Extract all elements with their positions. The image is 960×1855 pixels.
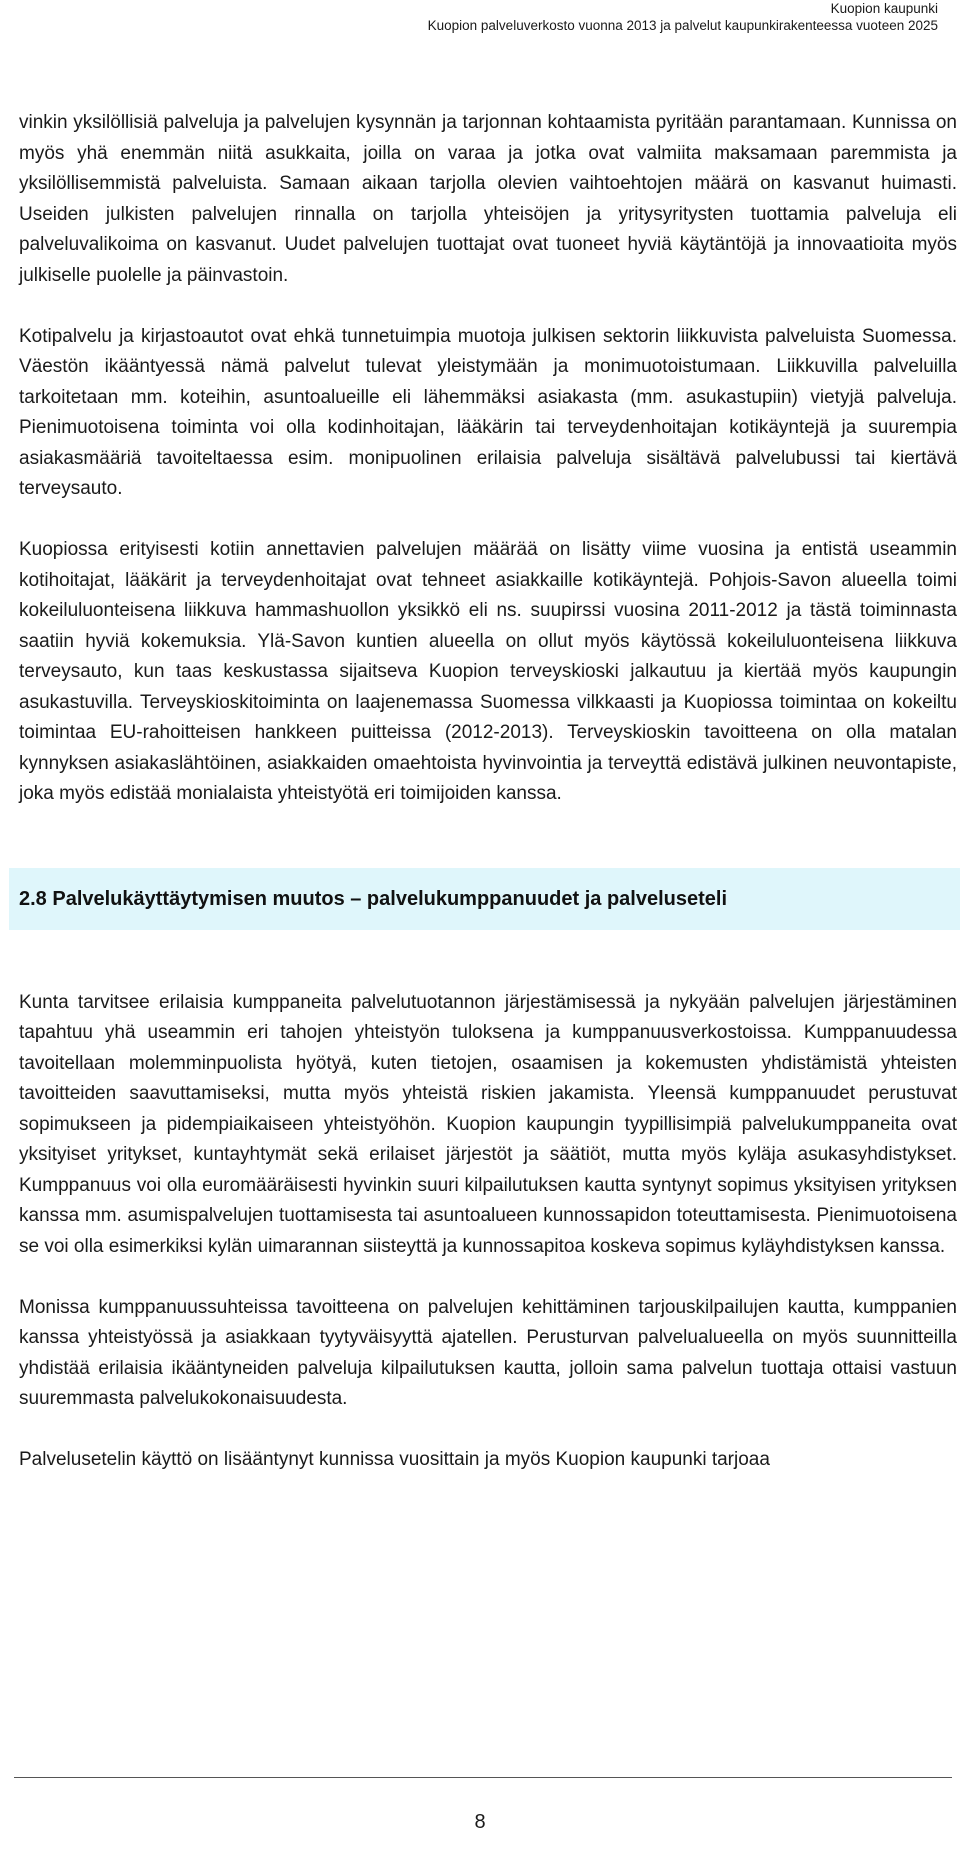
paragraph-3: Kuopiossa erityisesti kotiin annettavien palvelujen määrää on lisätty viime vuosina ja entistä useammin kotihoitajat, lääkärit ja terveydenhoitajat ovat tehneet asiakkaille kotikäyntejä. Pohjois-Savon alueella toimi kokeiluluonteisena liikkuva hammashuollon yksikkö eli ns. suupirssi vuosina 2011-2012 ja tästä toiminnasta saatiin hyviä kokemuksia. Ylä-Savon kuntien alueella on ollut myös käytössä kokeiluluonteisena liikkuva terveysauto, kun taas keskustassa sijaitseva Kuopion terveyskioski jalkautuu ja kiertää myös kaupungin asukastuvilla. Terveyskioskitoiminta on laajenemassa Suomessa vilkkaasti ja Kuopiossa toimintaa on kokeiltu toimintaa EU-rahoitteisen hankkeen puitteissa (2012-2013). Terveyskioskin tavoitteena on olla matalan kynnyksen asiakaslähtöinen, asiakkaiden omaehtoista hyvinvointia ja terveyttä edistävä julkinen neuvontapiste, joka myös edistää monialaista yhteistyötä eri toimijoiden kanssa. — [19, 539, 957, 804]
header-organization: Kuopion kaupunki — [830, 1, 938, 16]
footer-divider — [14, 1777, 952, 1778]
page-body — [19, 108, 957, 1476]
section-heading: 2.8 Palvelukäyttäytymisen muutos – palvelukumppanuudet ja palveluseteli — [9, 868, 960, 930]
running-header — [428, 0, 938, 34]
header-document-title: Kuopion palveluverkosto vuonna 2013 ja palvelut kaupunkirakenteessa vuoteen 2025 — [427, 18, 938, 33]
page-number: 8 — [474, 1811, 486, 1833]
paragraph-5: Monissa kumppanuussuhteissa tavoitteena on palvelujen kehittäminen tarjouskilpailujen kautta, kumppanien kanssa yhteistyössä ja asiakkaan tyytyväisyyttä ajatellen. Perusturvan palvelualueella on myös suunnitteilla yhdistää erilaisia ikääntyneiden palveluja kilpailutuksen kautta, jolloin sama palvelun tuottaja ottaisi vastuun suuremmasta palvelukokonaisuudesta. — [19, 1296, 957, 1409]
paragraph-4: Kunta tarvitsee erilaisia kumppaneita palvelutuotannon järjestämisessä ja nykyään palvelujen järjestäminen tapahtuu yhä useammin eri tahojen yhteistyön tuloksena ja kumppanuusverkostoissa. Kumppanuudessa tavoitellaan molemminpuolista hyötyä, kuten tietojen, osaamisen ja kokemusten yhdistämistä yhteisten tavoitteiden saavuttamiseksi, mutta myös yhteistä riskien jakamista. Yleensä kumppanuudet perustuvat sopimukseen ja pidempiaikaiseen yhteistyöhön. Kuopion kaupungin tyypillisimpiä palvelukumppaneita ovat yksityiset yritykset, kuntayhtymät sekä erilaiset järjestöt ja säätiöt, mutta myös kyläja asukasyhdistykset. Kumppanuus voi olla euromääräisesti hyvinkin suuri kilpailutuksen kautta syntynyt sopimus yksityisen yrityksen kanssa mm. asumispalvelujen tuottamisesta tai asuntoalueen kunnossapidon toteuttamisesta. Pienimuotoisena se voi olla esimerkiksi kylän uimarannan siisteyttä ja kunnossapitoa koskeva sopimus kyläyhdistyksen kanssa. — [19, 991, 957, 1257]
paragraph-6: Palvelusetelin käyttö on lisääntynyt kunnissa vuosittain ja myös Kuopion kaupunki tarjoaa — [19, 1449, 770, 1470]
paragraph-1: vinkin yksilöllisiä palveluja ja palvelujen kysynnän ja tarjonnan kohtaamista pyritään parantamaan. Kunnissa on myös yhä enemmän niitä asukkaita, joilla on varaa ja jotka ovat valmiita maksamaan paremmista ja yksilöllisemmistä palveluista. Samaan aikaan tarjolla olevien vaihtoehtojen määrä on kasvanut huimasti. Useiden julkisten palvelujen rinnalla on tarjolla yhteisöjen ja yritysyritysten tuottamia palveluja eli palveluvalikoima on kasvanut. Uudet palvelujen tuottajat ovat tuoneet hyviä käytäntöjä ja innovaatioita myös julkiselle puolelle ja päinvastoin. — [19, 112, 957, 286]
paragraph-2: Kotipalvelu ja kirjastoautot ovat ehkä tunnetuimpia muotoja julkisen sektorin liikkuvista palveluista Suomessa. Väestön ikääntyessä nämä palvelut tulevat yleistymään ja monimuotoistumaan. Liikkuvilla palveluilla tarkoitetaan mm. koteihin, asuntoalueille eli lähemmäksi asiakasta (mm. asukastupiin) vietyjä palveluja. Pienimuotoisena toiminta voi olla kodinhoitajan, lääkärin tai terveydenhoitajan kotikäyntejä ja suurempia asiakasmääriä tavoiteltaessa esim. monipuolinen erilaisia palveluja sisältävä palvelubussi tai kiertävä terveysauto. — [19, 325, 957, 499]
